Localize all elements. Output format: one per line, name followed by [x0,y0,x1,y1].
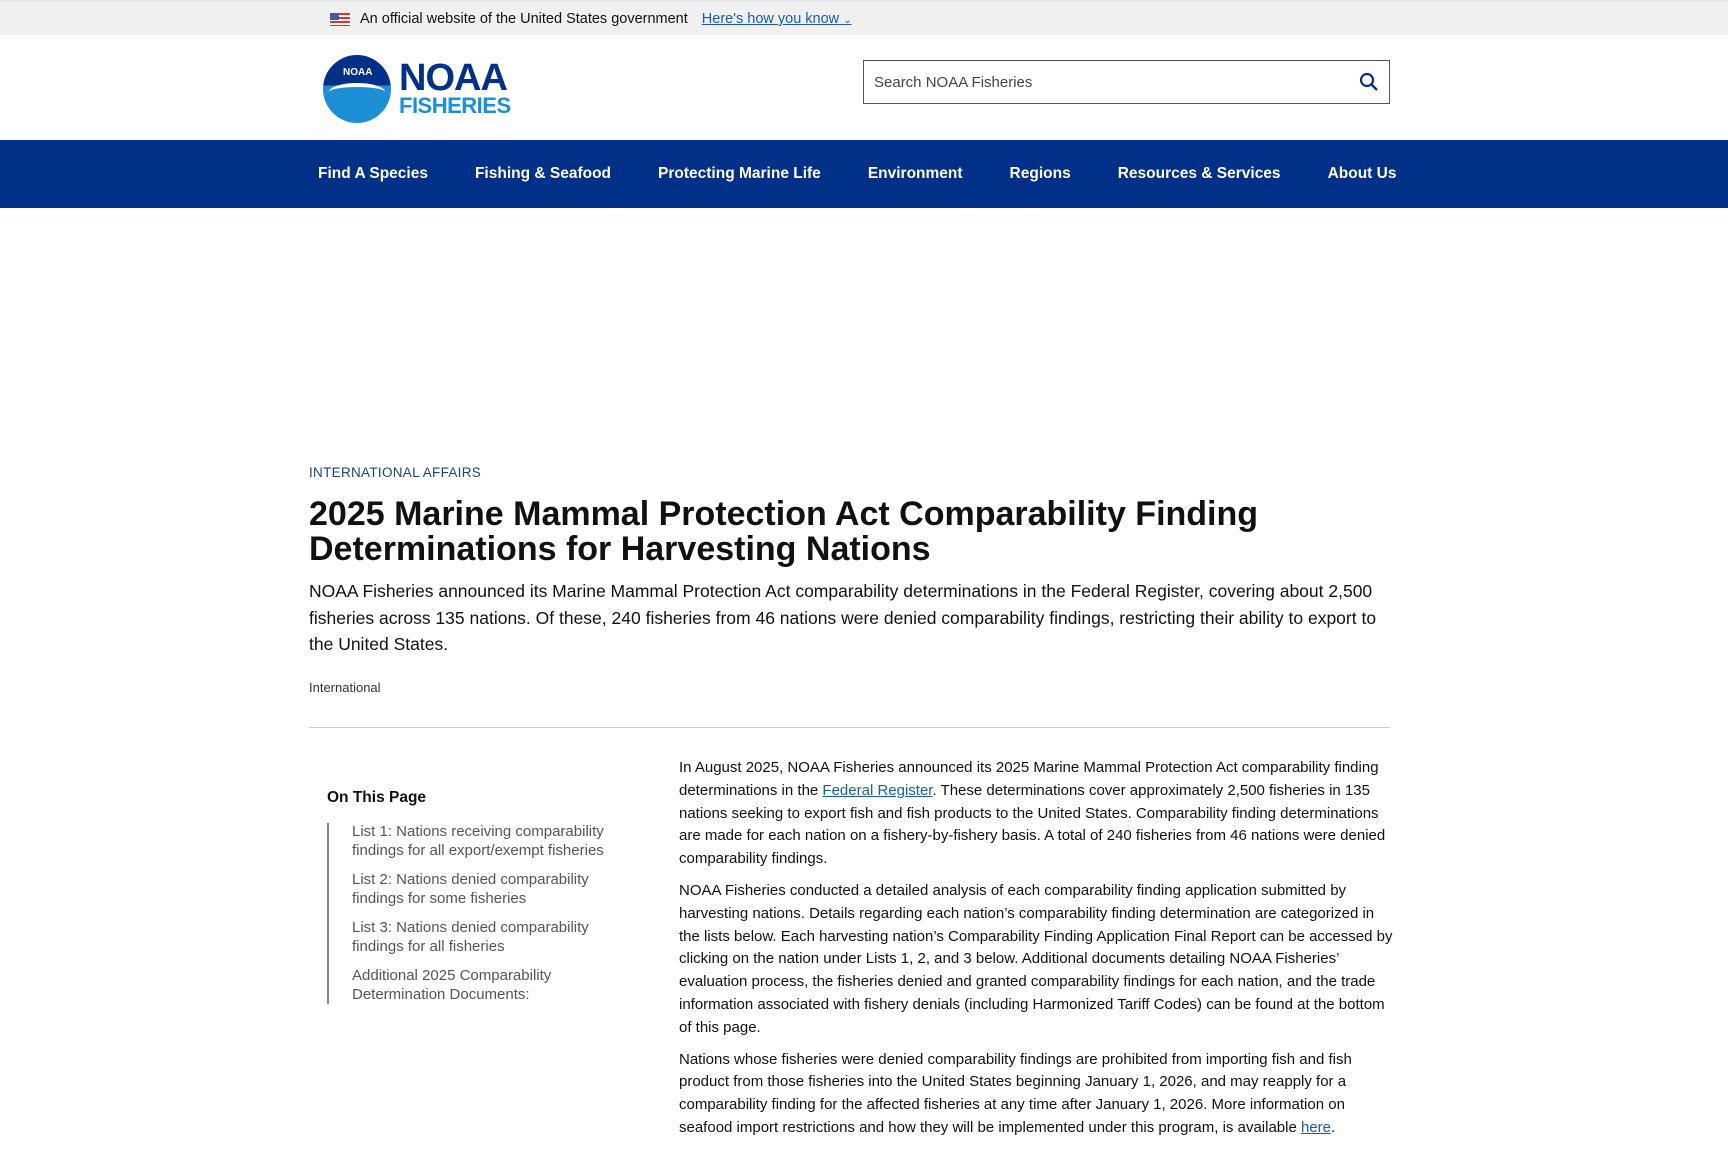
toc-item[interactable]: Additional 2025 Comparability Determination Documents: [352,967,552,1003]
page-title: 2025 Marine Mammal Protection Act Comparability Finding Determinations for Harvesting Nations [309,495,1259,568]
article-summary: NOAA Fisheries announced its Marine Mammal Protection Act comparability determinations in the Federal Register, covering about 2,500 fisheries across 135 nations. Of these, 240 fisheries from 46 nations were denied comparability findings, restricting their ability to export to the United States. [309,581,1377,654]
on-this-page [327,789,627,1015]
gov-banner-text: An official website of the United States government [360,11,688,27]
chevron-down-icon: ⌄ [843,15,852,26]
heres-how-you-know-link[interactable]: Here's how you know ⌄ [701,11,852,27]
paragraph: In August 2025, NOAA Fisheries announced its 2025 Marine Mammal Protection Act comparability finding determinations in the Federal Register. These determinations cover approximately 2,500 fisheries in 135 nations seeking to export fish and fish products to the United States. Comparability finding determinations are made for each nation on a fishery-by-fishery basis. A total of 240 fisheries from 46 nations were denied comparability findings. [679,759,1386,868]
gov-banner [0,0,1728,35]
nav-about-us[interactable]: About Us [1327,165,1397,182]
nav-find-a-species[interactable]: Find A Species [318,165,428,182]
main-nav [0,140,1728,208]
logo-name: NOAA [399,57,507,99]
federal-register-link[interactable]: Federal Register [822,781,933,799]
article-body [679,757,1393,1149]
paragraph: NOAA Fisheries conducted a detailed analysis of each comparability finding application submitted by harvesting nations. Details regarding each nation’s comparability finding determination are categorized in the lists below. Each harvesting nation’s Comparability Finding Application Final Report can be accessed by clicking on the nation under Lists 1, 2, and 3 below. Additional documents detailing NOAA Fisheries’ evaluation process, the fisheries denied and granted comparability findings for each nation, and the trade information associated with fishery denials (including Harmonized Tariff Codes) can be found at the bottom of this page. [679,881,1393,1036]
divider [309,727,1390,728]
search-input[interactable] [874,74,1359,91]
toc-item[interactable]: List 2: Nations denied comparability findings for some fisheries [352,871,589,907]
nav-resources-services[interactable]: Resources & Services [1117,165,1281,182]
us-flag-icon [330,13,350,26]
site-header [0,35,1728,140]
toc-heading: On This Page [327,789,427,806]
search-icon[interactable] [1359,72,1379,92]
topic-tag[interactable]: International [309,680,381,695]
here-link[interactable]: here [1300,1118,1332,1136]
logo-sub: FISHERIES [399,93,511,118]
nav-protecting-marine-life[interactable]: Protecting Marine Life [658,165,821,182]
toc-item[interactable]: List 3: Nations denied comparability findings for all fisheries [352,919,589,955]
toc-item[interactable]: List 1: Nations receiving comparability findings for all export/exempt fisheries [352,823,604,859]
noaa-seal-icon: NOAA [323,55,391,123]
search-box [863,60,1390,104]
nav-fishing-seafood[interactable]: Fishing & Seafood [474,165,612,182]
paragraph: Nations whose fisheries were denied comparability findings are prohibited from importing fish and fish product from those fisheries into the United States beginning January 1, 2026, and may reapply for a comparability finding for the affected fisheries at any time after January 1, 2026. More information on seafood import restrictions and how they will be implemented under this program, is available here. [679,1050,1352,1136]
nav-regions[interactable]: Regions [1009,165,1071,182]
category-link[interactable]: INTERNATIONAL AFFAIRS [309,465,482,480]
noaa-fisheries-logo[interactable] [323,55,511,123]
nav-environment[interactable]: Environment [867,165,963,182]
